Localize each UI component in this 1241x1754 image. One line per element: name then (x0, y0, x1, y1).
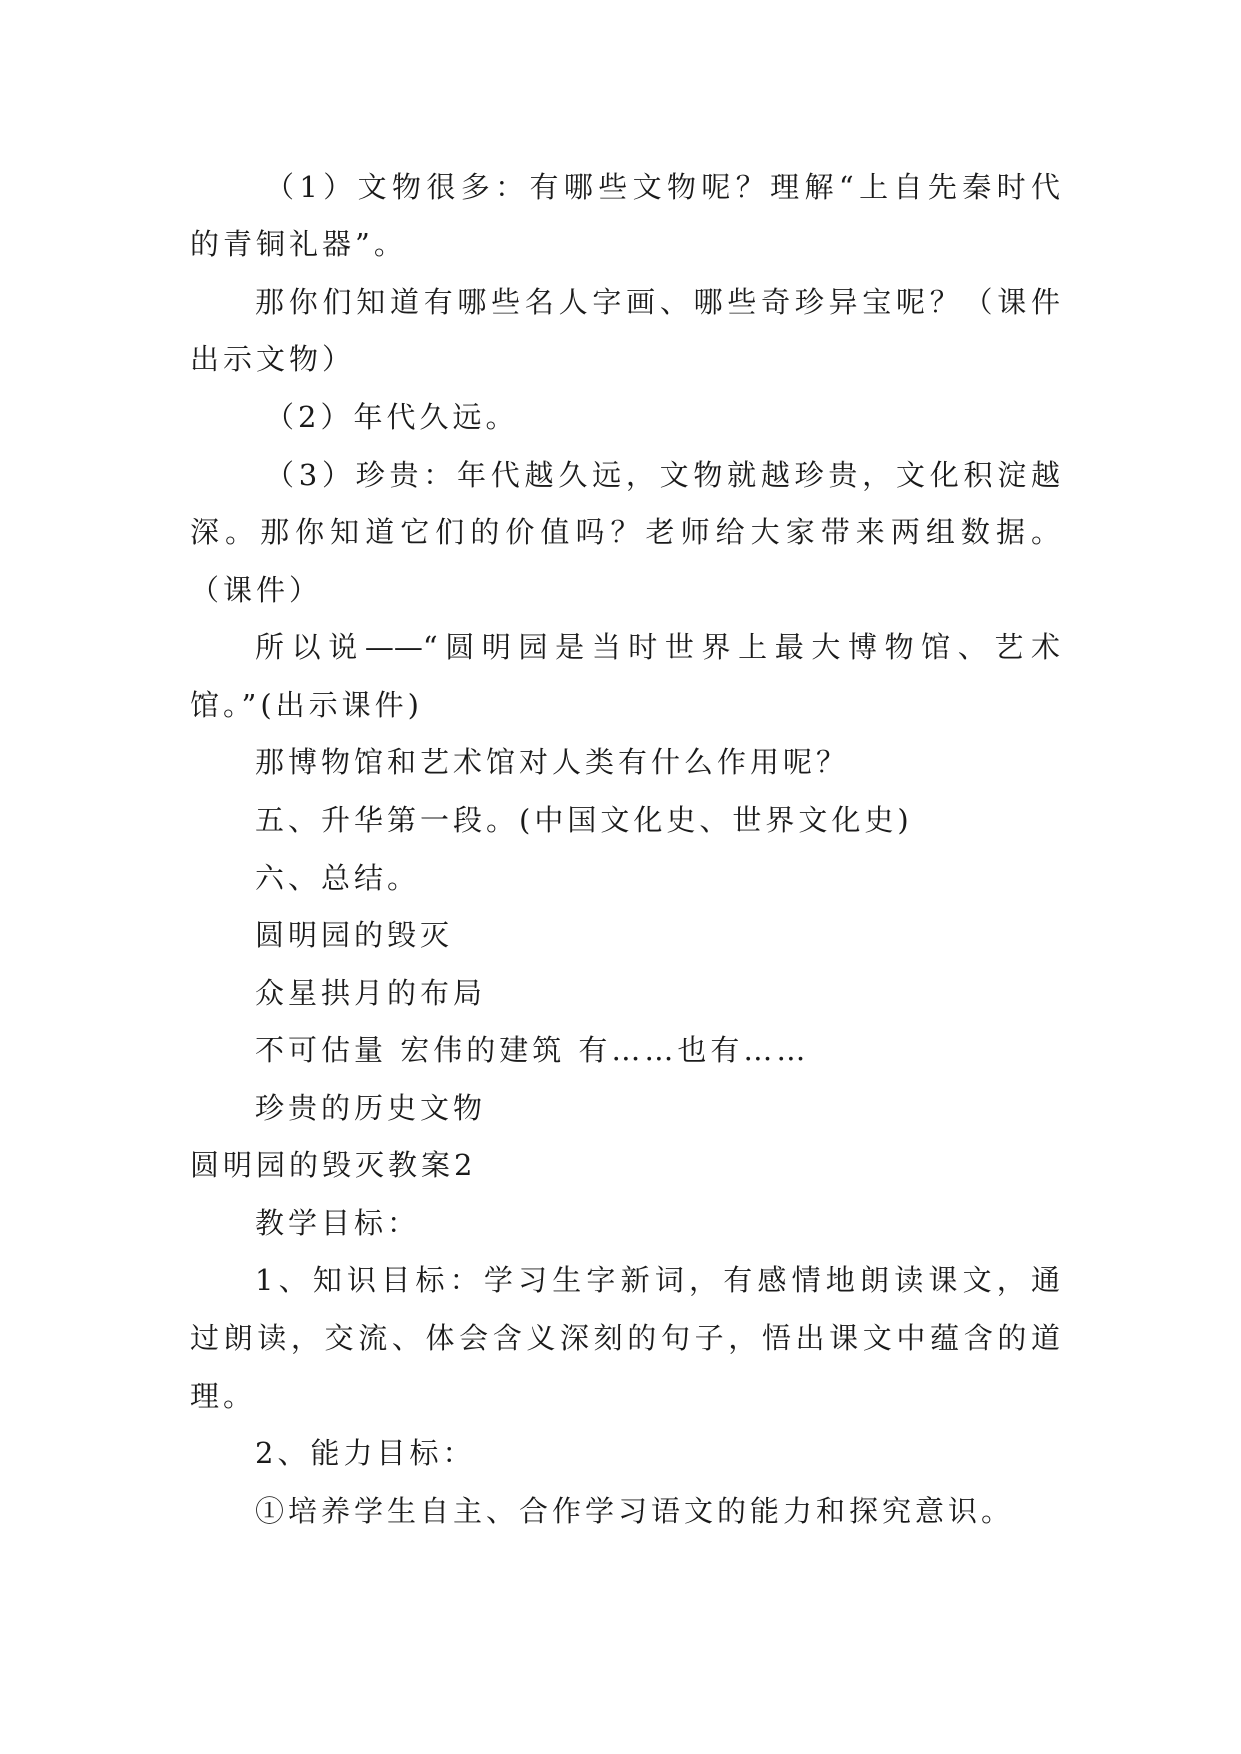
paragraph-line: 那博物馆和艺术馆对人类有什么作用呢？ (255, 745, 850, 779)
paragraph-line: 出示文物） (190, 342, 356, 376)
paragraph-line: 众星拱月的布局 (255, 976, 487, 1010)
paragraph-line: 1、知识目标：学习生字新词，有感情地朗读课文，通 (255, 1263, 1060, 1297)
paragraph-line: 圆明园的毁灭 (255, 918, 454, 952)
paragraph-line: 教学目标： (255, 1206, 421, 1240)
paragraph-line: 珍贵的历史文物 (255, 1091, 487, 1125)
paragraph-line: 六、总结。 (255, 861, 421, 895)
paragraph-line: （课件） (190, 573, 323, 607)
paragraph-line: （1）文物很多：有哪些文物呢？理解“上自先秦时代 (265, 170, 1060, 204)
paragraph-line: 所以说——“圆明园是当时世界上最大博物馆、艺术 (255, 630, 1060, 664)
paragraph-line: 2、能力目标： (255, 1436, 476, 1470)
paragraph-line: 深。那你知道它们的价值吗？老师给大家带来两组数据。 (190, 515, 1060, 549)
paragraph-line: 不可估量 宏伟的建筑 有……也有…… (255, 1033, 810, 1067)
section-heading: 圆明园的毁灭教案2 (190, 1148, 477, 1182)
paragraph-line: 的青铜礼器”。 (190, 227, 407, 261)
paragraph-line: ①培养学生自主、合作学习语文的能力和探究意识。 (255, 1494, 1015, 1528)
paragraph-line: （3）珍贵：年代越久远，文物就越珍贵，文化积淀越 (265, 458, 1060, 492)
paragraph-line: 馆。”(出示课件) (190, 688, 423, 722)
paragraph-line: 五、升华第一段。(中国文化史、世界文化史) (255, 803, 913, 837)
paragraph-line: （2）年代久远。 (265, 400, 519, 434)
paragraph-line: 那你们知道有哪些名人字画、哪些奇珍异宝呢？（课件 (255, 285, 1060, 319)
paragraph-line: 过朗读，交流、体会含义深刻的句子，悟出课文中蕴含的道 (190, 1321, 1060, 1355)
paragraph-line: 理。 (190, 1379, 257, 1413)
